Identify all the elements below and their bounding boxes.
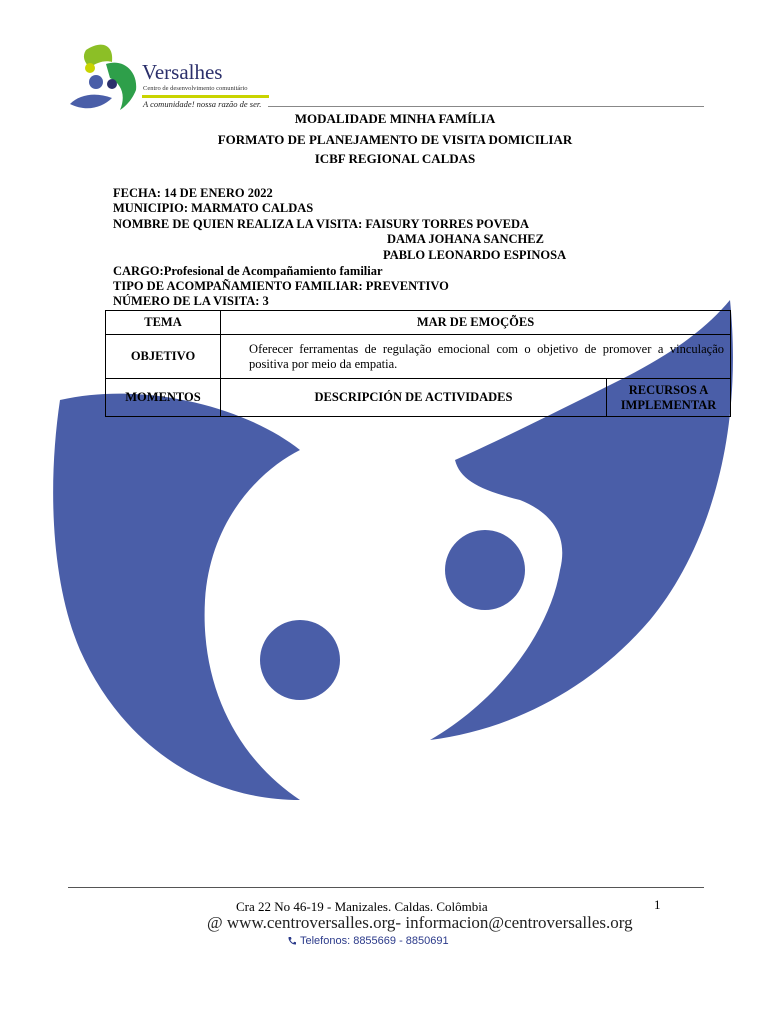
recursos-label: RECURSOS A IMPLEMENTAR xyxy=(607,379,731,417)
title-modalidade: MODALIDADE MINHA FAMÍLIA xyxy=(294,111,496,126)
header-divider xyxy=(268,106,704,107)
footer-web-email: @ www.centroversalles.org- informacion@centroversalles.org xyxy=(207,913,633,932)
brand-tagline: A comunidade! nossa razão de ser. xyxy=(143,99,262,109)
footer-divider xyxy=(68,887,704,888)
footer-address: Cra 22 No 46-19 - Manizales. Caldas. Colômbia xyxy=(236,899,488,914)
versalhes-logo-icon xyxy=(66,38,146,118)
bullet-icon xyxy=(227,342,235,372)
descripcion-label: DESCRIPCIÓN DE ACTIVIDADES xyxy=(221,379,607,417)
momentos-label: MOMENTOS xyxy=(106,379,221,417)
brand-subtitle: Centro de desenvolvimento comunitário xyxy=(143,85,248,92)
objetivo-label: OBJETIVO xyxy=(106,335,221,379)
table-row xyxy=(106,311,731,335)
field-nombre-2: DAMA JOHANA SANCHEZ xyxy=(387,232,544,246)
table-row xyxy=(106,379,731,417)
title-formato: FORMATO DE PLANEJAMENTO DE VISITA DOMICILIAR xyxy=(217,132,573,147)
phone-icon xyxy=(287,936,297,946)
field-cargo: CARGO:Profesional de Acompañamiento familiar xyxy=(113,264,383,278)
objetivo-text: Oferecer ferramentas de regulação emocional com o objetivo de promover a vinculação positiva por meio da empatia. xyxy=(249,341,724,371)
field-nombre-3: PABLO LEONARDO ESPINOSA xyxy=(383,248,567,262)
table-row xyxy=(106,335,731,379)
field-tipo: TIPO DE ACOMPAÑAMIENTO FAMILIAR: PREVENTIVO xyxy=(113,279,449,293)
brand-underline xyxy=(142,95,269,98)
tema-value: MAR DE EMOÇÕES xyxy=(221,311,731,335)
footer-phones: Telefonos: 8855669 - 8850691 xyxy=(300,935,449,947)
field-fecha: FECHA: 14 DE ENERO 2022 xyxy=(113,186,273,200)
title-regional: ICBF REGIONAL CALDAS xyxy=(314,151,476,166)
field-numero: NÚMERO DE LA VISITA: 3 xyxy=(113,294,269,308)
field-municipio: MUNICIPIO: MARMATO CALDAS xyxy=(113,201,314,215)
visit-plan-table xyxy=(105,310,731,417)
field-nombre: NOMBRE DE QUIEN REALIZA LA VISITA: FAISURY TORRES POVEDA xyxy=(113,217,530,231)
page-number: 1 xyxy=(654,897,661,912)
brand-name: Versalhes xyxy=(142,60,223,84)
tema-label: TEMA xyxy=(106,311,221,335)
objetivo-cell xyxy=(221,335,731,379)
